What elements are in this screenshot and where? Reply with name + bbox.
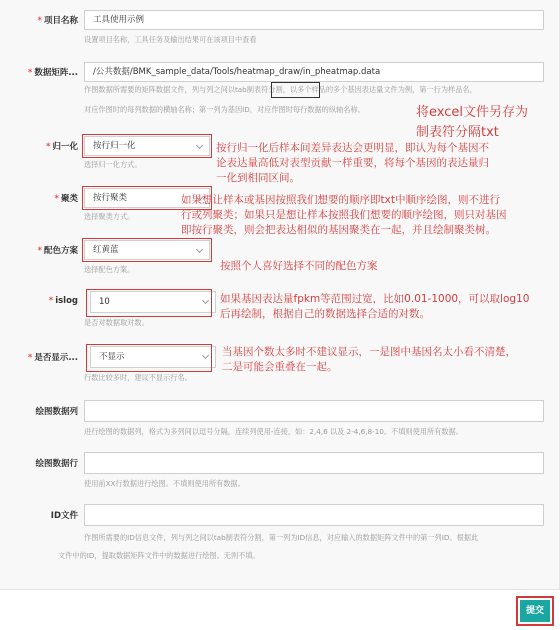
submit-button-frame [516,596,554,626]
annotation-islog-2: 后再绘制，根据自己的数据选择合适的对数。 [220,308,430,320]
plot-rows-input[interactable] [84,452,544,474]
color-scheme-label: * 配色方案 [37,246,78,256]
annotation-cluster-1: 如果想让样本或基因按照我们想要的顺序即txt中顺序绘图，则不进行 [181,194,500,206]
project-name-input[interactable]: 工具使用示例 [84,10,544,30]
id-file-label: ID文件 [50,511,78,521]
normalize-help: 选择归一化方式。 [84,160,142,169]
show-names-help: 行数比较多时，建议不显示行名。 [84,373,192,382]
show-names-label: * 是否显示... [27,353,78,363]
color-scheme-highlight-box [82,238,212,262]
annotation-data-matrix-2: 制表符分隔txt [416,125,499,140]
annotation-normalize-2: 论表达量高低对表型贡献一样重要，将每个基因的表达量归 [216,157,489,169]
data-matrix-input[interactable]: /公共数据/BMK_sample_data/Tools/heatmap_draw/in_pheatmap.data [84,62,544,82]
annotation-show-1: 当基因个数太多时不建议显示，一是图中基因名太小看不清楚， [222,346,516,358]
color-scheme-select[interactable]: 红黄蓝 [84,240,210,260]
tab-delimiter-highlight: tab制表符分割 [234,85,283,94]
islog-select[interactable]: 10 [90,291,216,313]
annotation-normalize-1: 按行归一化后样本间差异表达会更明显，即认为每个基因不 [216,142,489,154]
plot-cols-label: 绘图数据列 [35,407,78,417]
color-scheme-help: 选择配色方案。 [84,265,135,274]
id-file-help-line1: 作图所需要的ID信息文件，列与列之间以tab制表符分割，第一列为ID信息，对应输入的数据矩阵文件中的第一列ID。根据此 [84,533,479,542]
project-name-help: 设置项目名称，工具任务及输出结果可在该项目中查看 [84,35,257,44]
cluster-help: 选择聚类方式。 [84,212,135,221]
plot-rows-label: 绘图数据行 [35,459,78,469]
plot-rows-help: 使用前XX行数据进行绘图。不填则使用所有数据。 [84,479,245,488]
data-matrix-help-line1: 作图数据所需要的矩阵数据文件，列与列之间以tab制表符分割，以多个样品的多个基因表达量文件为例，第一行为样品名， [84,85,477,94]
plot-cols-input[interactable] [84,400,544,422]
islog-highlight-box [86,289,212,317]
submit-button[interactable]: 提交 [520,600,550,622]
cluster-label: * 聚类 [54,194,78,204]
data-matrix-label: * 数据矩阵... [27,68,78,78]
normalize-select[interactable]: 按行归一化 [84,136,210,156]
normalize-highlight-box [82,134,212,158]
tab-highlight-box [271,82,320,98]
annotation-color: 按照个人喜好选择不同的配色方案 [220,260,378,272]
plot-cols-help: 进行绘图的数据列，格式为多列间以逗号分隔，连续列使用-连接，如：2,4,6 以及 2-4,6,8-10。不填则使用所有数据。 [84,427,463,436]
show-names-select[interactable]: 不显示 [90,346,216,368]
cluster-select[interactable]: 按行聚类 [84,188,210,208]
annotation-cluster-3: 即按行聚类，则会把表达相似的基因聚类在一起，并且绘制聚类树。 [181,224,496,236]
annotation-islog-1: 如果基因表达量fpkm等范围过宽，比如0.01-1000，可以取log10 [220,293,530,305]
normalize-label: * 归一化 [46,142,78,152]
islog-help: 是否对数据取对数。 [84,318,149,327]
annotation-cluster-2: 行或列聚类；如果只是想让样本按照我们想要的顺序绘图，则只对基因 [181,209,507,221]
annotation-show-2: 二是可能会重叠在一起。 [222,361,338,373]
id-file-help-line2: 文件中的ID，提取数据矩阵文件中的数据进行绘图。无则不填。 [58,551,260,560]
data-matrix-help-line2: 对应作图时的每列数据的横轴名称；第一列为基因ID，对应作图时每行数据的纵轴名称。 [84,105,365,114]
annotation-normalize-3: 一化到相同区间。 [216,172,300,184]
islog-label: * islog [48,296,78,306]
id-file-input[interactable] [84,504,544,526]
show-names-highlight-box [86,344,212,372]
annotation-data-matrix-1: 将excel文件另存为 [416,105,528,120]
project-name-label: * 项目名称 [37,16,78,26]
